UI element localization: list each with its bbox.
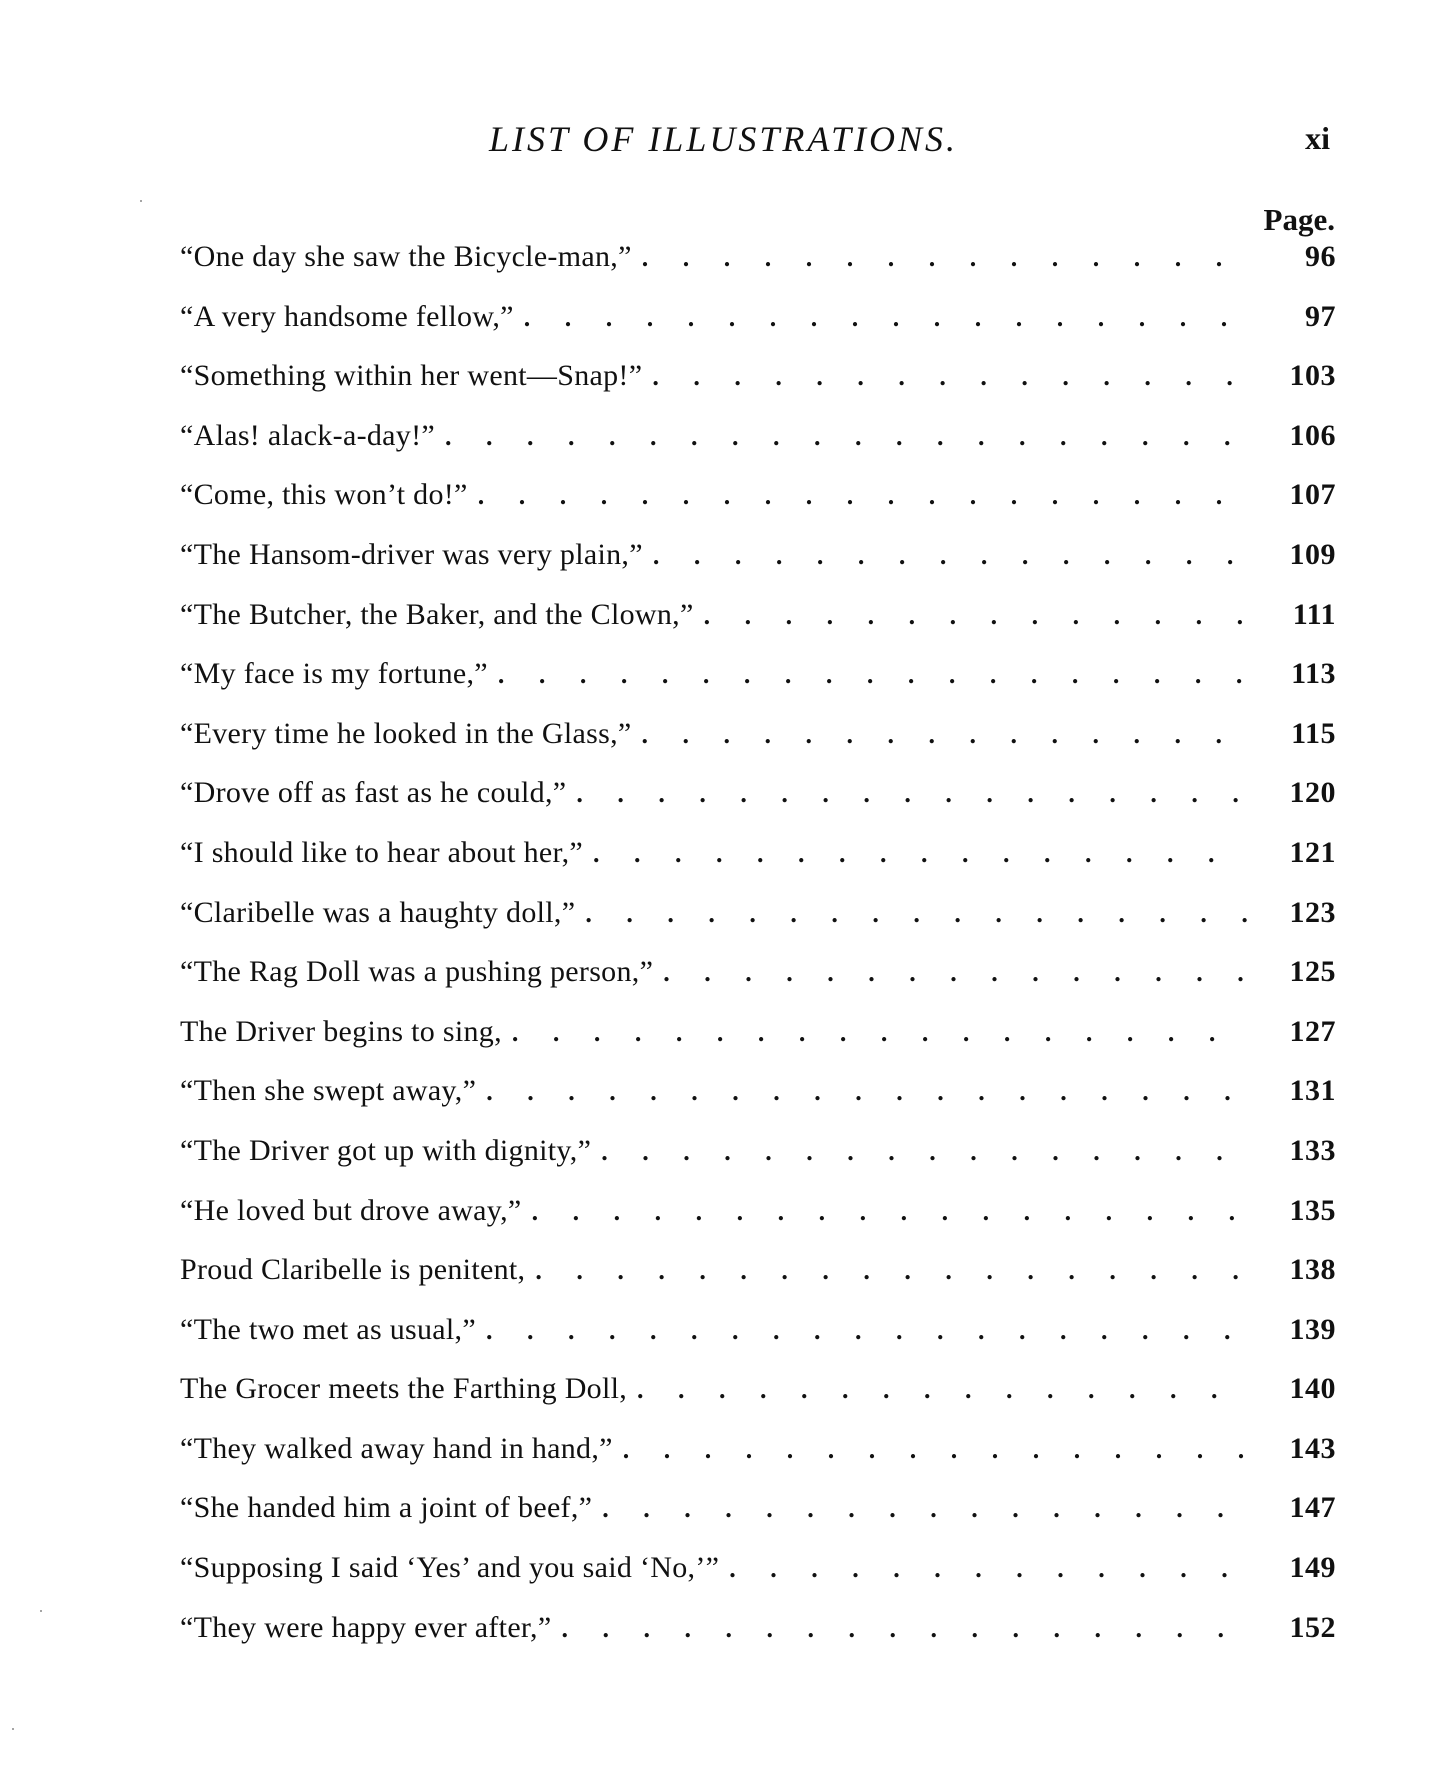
entry-page-number: 133	[1289, 1133, 1336, 1167]
entry-caption: “Then she swept away,”	[180, 1074, 477, 1108]
entry-page-number: 96	[1305, 240, 1336, 273]
list-item	[180, 300, 1336, 360]
entry-caption: “The Driver got up with dignity,”	[180, 1133, 592, 1167]
entry-page-number: 135	[1289, 1193, 1336, 1227]
dot-leader	[653, 541, 1248, 571]
entry-caption: “They were happy ever after,”	[180, 1610, 552, 1644]
entry-caption: “The Butcher, the Baker, and the Clown,”	[180, 597, 694, 631]
list-item	[180, 717, 1336, 777]
entry-page-number: 125	[1289, 955, 1336, 989]
list-item	[180, 1491, 1336, 1551]
entry-page-number: 131	[1289, 1074, 1336, 1108]
entry-caption: “They walked away hand in hand,”	[180, 1431, 613, 1465]
paper-speck	[140, 200, 142, 202]
dot-leader	[532, 1197, 1248, 1227]
list-item	[180, 538, 1336, 598]
dot-leader	[524, 303, 1248, 333]
illustrations-list	[180, 240, 1336, 1670]
entry-page-number: 139	[1289, 1312, 1336, 1346]
entry-page-number: 109	[1289, 537, 1336, 571]
entry-page-number: 143	[1289, 1431, 1336, 1465]
list-item	[180, 1313, 1336, 1373]
entry-caption: “A very handsome fellow,”	[180, 299, 514, 333]
entry-page-number: 103	[1289, 359, 1336, 393]
list-item	[180, 1372, 1336, 1432]
entry-page-number: 115	[1291, 716, 1336, 750]
dot-leader	[642, 720, 1249, 750]
entry-caption: “The Rag Doll was a pushing person,”	[180, 955, 654, 989]
entry-page-number: 107	[1289, 478, 1336, 512]
dot-leader	[642, 243, 1248, 273]
dot-leader	[561, 1614, 1248, 1644]
entry-page-number: 127	[1289, 1014, 1336, 1048]
list-item	[180, 1432, 1336, 1492]
list-item	[180, 955, 1336, 1015]
list-item	[180, 359, 1336, 419]
dot-leader	[576, 779, 1248, 809]
list-item	[180, 1551, 1336, 1611]
list-item	[180, 657, 1336, 717]
list-item	[180, 1194, 1336, 1254]
entry-page-number: 138	[1289, 1253, 1336, 1287]
entry-caption: The Grocer meets the Farthing Doll,	[180, 1372, 628, 1406]
entry-page-number: 152	[1289, 1610, 1336, 1644]
entry-caption: “She handed him a joint of beef,”	[180, 1491, 593, 1525]
list-item	[180, 240, 1336, 300]
list-item	[180, 836, 1336, 896]
entry-caption: “He loved but drove away,”	[180, 1193, 522, 1227]
dot-leader	[652, 362, 1248, 392]
dot-leader	[498, 660, 1248, 690]
entry-caption: The Driver begins to sing,	[180, 1014, 502, 1048]
dot-leader	[535, 1256, 1248, 1286]
list-item	[180, 1074, 1336, 1134]
entry-caption: “Something within her went—Snap!”	[180, 359, 643, 393]
dot-leader	[663, 958, 1248, 988]
list-item	[180, 896, 1336, 956]
entry-page-number: 97	[1305, 299, 1336, 333]
entry-page-number: 149	[1289, 1551, 1336, 1585]
entry-caption: “Supposing I said ‘Yes’ and you said ‘No,’”	[180, 1551, 720, 1585]
entry-page-number: 123	[1289, 895, 1336, 929]
entry-caption: “My face is my fortune,”	[180, 657, 488, 691]
entry-page-number: 120	[1289, 776, 1336, 810]
dot-leader	[445, 422, 1248, 452]
entry-page-number: 106	[1289, 418, 1336, 452]
dot-leader	[601, 1137, 1248, 1167]
page-column-label: Page.	[1263, 202, 1335, 237]
dot-leader	[478, 481, 1248, 511]
entry-caption: “The two met as usual,”	[180, 1312, 476, 1346]
page-number: xi	[1305, 120, 1330, 156]
list-item	[180, 1253, 1336, 1313]
dot-leader	[602, 1494, 1248, 1524]
list-item	[180, 776, 1336, 836]
paper-speck	[40, 1610, 42, 1612]
dot-leader	[486, 1316, 1248, 1346]
entry-caption: “I should like to hear about her,”	[180, 835, 584, 869]
list-item	[180, 1611, 1336, 1671]
entry-caption: Proud Claribelle is penitent,	[180, 1253, 526, 1287]
entry-page-number: 111	[1292, 597, 1336, 631]
entry-caption: “Every time he looked in the Glass,”	[180, 716, 632, 750]
entry-caption: “One day she saw the Bicycle-man,”	[180, 240, 632, 273]
entry-page-number: 147	[1289, 1491, 1336, 1525]
dot-leader	[486, 1077, 1248, 1107]
entry-caption: “Claribelle was a haughty doll,”	[180, 895, 576, 929]
dot-leader	[623, 1435, 1248, 1465]
dot-leader	[729, 1554, 1248, 1584]
dot-leader	[593, 839, 1248, 869]
entry-caption: “The Hansom-driver was very plain,”	[180, 537, 643, 571]
entry-page-number: 113	[1291, 657, 1336, 691]
dot-leader	[637, 1375, 1248, 1405]
entry-page-number: 121	[1289, 835, 1336, 869]
list-item	[180, 419, 1336, 479]
entry-caption: “Alas! alack-a-day!”	[180, 418, 435, 452]
paper-speck	[12, 1728, 14, 1730]
list-item	[180, 1015, 1336, 1075]
list-item	[180, 478, 1336, 538]
entry-caption: “Come, this won’t do!”	[180, 478, 468, 512]
list-item	[180, 598, 1336, 658]
dot-leader	[512, 1018, 1248, 1048]
list-item	[180, 1134, 1336, 1194]
entry-caption: “Drove off as fast as he could,”	[180, 776, 567, 810]
dot-leader	[585, 899, 1248, 929]
entry-page-number: 140	[1289, 1372, 1336, 1406]
running-title: LIST OF ILLUSTRATIONS.	[488, 119, 959, 159]
dot-leader	[704, 601, 1248, 631]
